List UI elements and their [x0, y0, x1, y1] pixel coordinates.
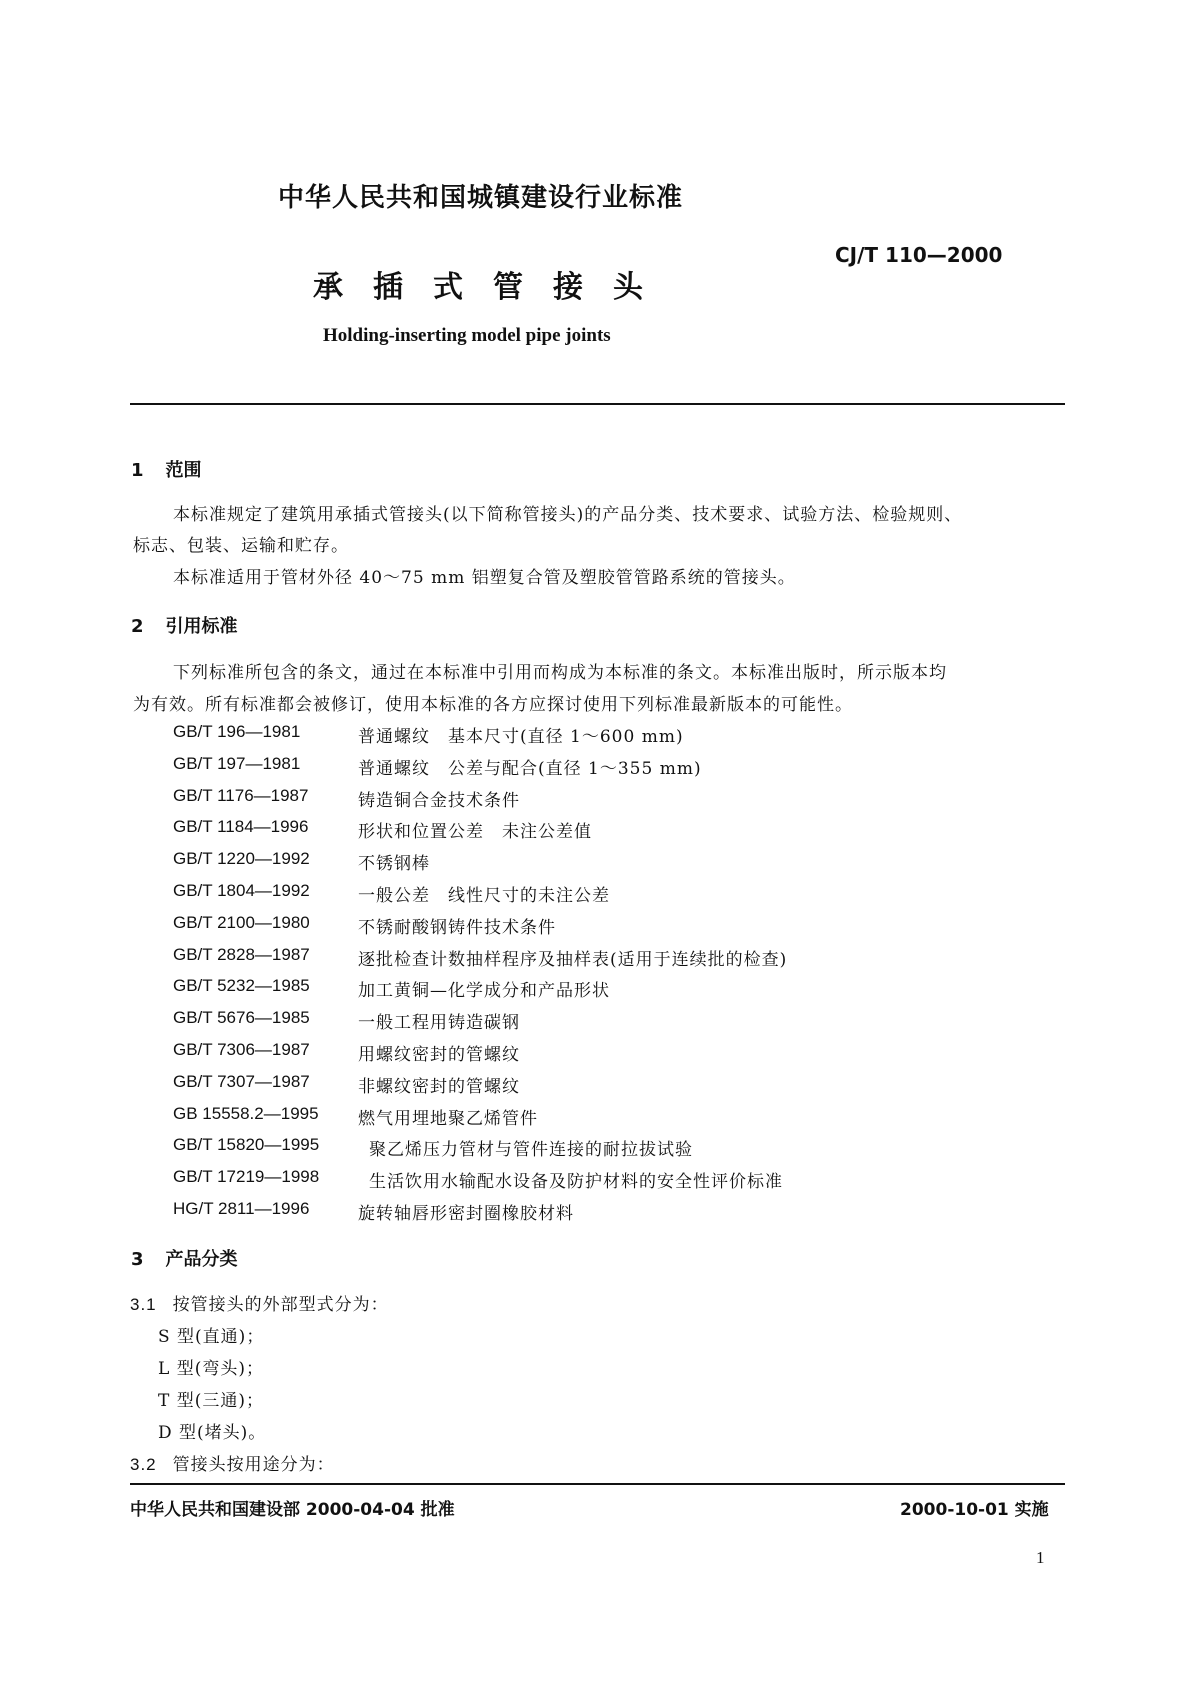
section-2-paragraph-line-1: 下列标准所包含的条文，通过在本标准中引用而构成为本标准的条文。本标准出版时，所示版本均	[173, 663, 947, 683]
section-2-heading	[131, 612, 238, 638]
reference-code: GB/T 2828—1987	[173, 945, 310, 964]
reference-title: 铸造铜合金技术条件	[358, 791, 520, 811]
reference-code: HG/T 2811—1996	[173, 1199, 310, 1218]
reference-title: 不锈钢棒	[358, 854, 430, 874]
section-3-heading	[131, 1245, 238, 1271]
type-item: T 型(三通)；	[158, 1391, 265, 1411]
section-number: 1	[131, 460, 144, 481]
reference-code: GB/T 1176—1987	[173, 786, 309, 805]
clause-number: 3.2	[130, 1455, 157, 1474]
reference-code: GB/T 1220—1992	[173, 849, 310, 868]
reference-title: 非螺纹密封的管螺纹	[358, 1077, 520, 1097]
clause-3-1	[130, 1290, 389, 1315]
header-divider	[130, 403, 1065, 405]
reference-title: 普通螺纹 基本尺寸(直径 1～600 mm)	[358, 727, 684, 747]
reference-title: 燃气用埋地聚乙烯管件	[358, 1109, 538, 1129]
section-1-heading	[131, 456, 202, 482]
reference-code: GB/T 196—1981	[173, 722, 301, 741]
page-number: 1	[1036, 1548, 1045, 1567]
section-1-paragraph-1-line-2: 标志、包装、运输和贮存。	[133, 536, 349, 556]
reference-code: GB/T 5232—1985	[173, 976, 310, 995]
clause-text: 管接头按用途分为：	[172, 1455, 335, 1475]
reference-title: 不锈耐酸钢铸件技术条件	[358, 918, 556, 938]
reference-code: GB/T 5676—1985	[173, 1008, 310, 1027]
effective-date: 2000-10-01 实施	[900, 1500, 1049, 1520]
section-2-paragraph-line-2: 为有效。所有标准都会被修订，使用本标准的各方应探讨使用下列标准最新版本的可能性。	[133, 695, 853, 715]
reference-title: 旋转轴唇形密封圈橡胶材料	[358, 1204, 574, 1224]
clause-3-2	[130, 1450, 335, 1475]
reference-title: 普通螺纹 公差与配合(直径 1～355 mm)	[358, 759, 702, 779]
reference-code: GB/T 1184—1996	[173, 817, 309, 836]
section-1-paragraph-2: 本标准适用于管材外径 40～75 mm 铝塑复合管及塑胶管管路系统的管接头。	[173, 568, 796, 588]
reference-code: GB/T 197—1981	[173, 754, 301, 773]
type-item: L 型(弯头)；	[158, 1359, 264, 1379]
standard-number: CJ/T 110—2000	[835, 243, 1003, 267]
type-item: S 型(直通)；	[158, 1327, 265, 1347]
section-1-paragraph-1-line-1: 本标准规定了建筑用承插式管接头(以下简称管接头)的产品分类、技术要求、试验方法、检验规则、	[173, 505, 963, 525]
reference-title: 形状和位置公差 未注公差值	[358, 822, 592, 842]
reference-code: GB/T 2100—1980	[173, 913, 310, 932]
reference-title: 一般工程用铸造碳钢	[358, 1013, 520, 1033]
section-number: 3	[131, 1249, 144, 1270]
english-title: Holding-inserting model pipe joints	[323, 325, 611, 346]
type-item: D 型(堵头)。	[158, 1423, 267, 1443]
issuing-authority: 中华人民共和国城镇建设行业标准	[278, 183, 684, 213]
reference-title: 加工黄铜—化学成分和产品形状	[358, 981, 610, 1001]
clause-text: 按管接头的外部型式分为：	[172, 1295, 389, 1315]
footer-divider	[130, 1483, 1065, 1485]
section-title: 产品分类	[165, 1249, 238, 1270]
section-title: 引用标准	[165, 616, 238, 637]
document-title: 承插式管接头	[313, 270, 673, 305]
reference-title: 逐批检查计数抽样程序及抽样表(适用于连续批的检查)	[358, 950, 788, 970]
reference-title: 用螺纹密封的管螺纹	[358, 1045, 520, 1065]
section-number: 2	[131, 616, 144, 637]
reference-code: GB/T 7306—1987	[173, 1040, 310, 1059]
reference-title: 生活饮用水输配水设备及防护材料的安全性评价标准	[369, 1172, 783, 1192]
reference-code: GB/T 15820—1995	[173, 1135, 320, 1154]
reference-code: GB/T 17219—1998	[173, 1167, 320, 1186]
reference-code: GB 15558.2—1995	[173, 1104, 319, 1123]
reference-code: GB/T 7307—1987	[173, 1072, 310, 1091]
section-title: 范围	[165, 460, 202, 481]
reference-title: 一般公差 线性尺寸的未注公差	[358, 886, 610, 906]
approval-line: 中华人民共和国建设部 2000-04-04 批准	[130, 1500, 455, 1520]
reference-code: GB/T 1804—1992	[173, 881, 310, 900]
clause-number: 3.1	[130, 1295, 157, 1314]
reference-title: 聚乙烯压力管材与管件连接的耐拉拔试验	[369, 1140, 693, 1160]
